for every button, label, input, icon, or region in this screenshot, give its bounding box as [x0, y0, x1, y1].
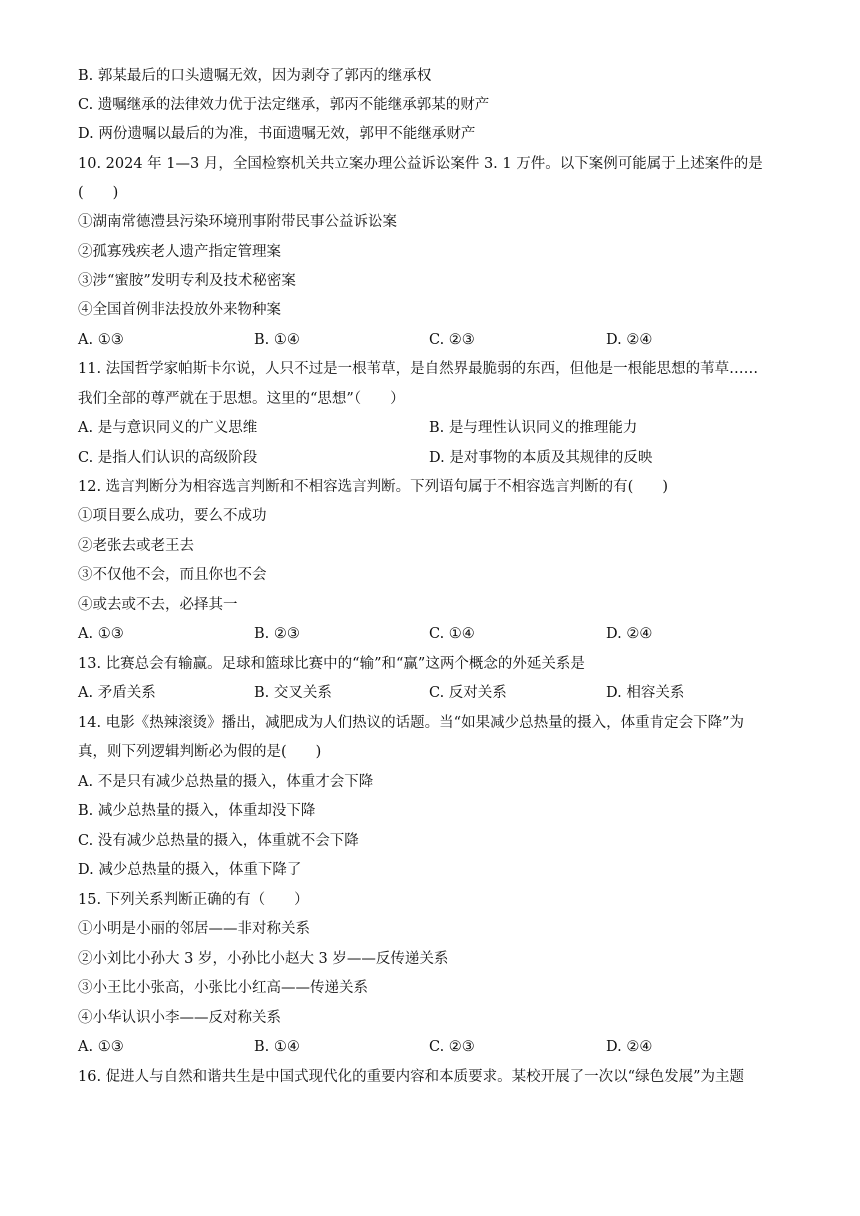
q10-stem-line-1: 10. 2024 年 1—3 月，全国检察机关共立案办理公益诉讼案件 3. 1 万件。以下案例可能属于上述案件的是 [78, 156, 763, 172]
q11-option-d: D. 是对事物的本质及其规律的反映 [429, 450, 653, 466]
q13-option-a: A. 矛盾关系 [78, 685, 156, 701]
q12-item-1: ①项目要么成功，要么不成功 [78, 508, 267, 524]
q9-option-d: D. 两份遗嘱以最后的为准，书面遗嘱无效，郭甲不能继承财产 [78, 126, 476, 142]
q15-option-c: C. ②③ [429, 1039, 475, 1055]
q12-item-4: ④或去或不去，必择其一 [78, 597, 238, 613]
q15-item-2: ②小刘比小孙大 3 岁，小孙比小赵大 3 岁——反传递关系 [78, 951, 449, 967]
q13-stem-line-1: 13. 比赛总会有输赢。足球和篮球比赛中的“输”和“赢”这两个概念的外延关系是 [78, 656, 585, 672]
q12-item-3: ③不仅他不会，而且你也不会 [78, 567, 267, 583]
q14-option-d: D. 减少总热量的摄入，体重下降了 [78, 862, 302, 878]
q15-option-d: D. ②④ [606, 1039, 653, 1055]
q12-option-c: C. ①④ [429, 626, 475, 642]
q11-stem-line-2: 我们全部的尊严就在于思想。这里的“思想”（ ） [78, 391, 405, 407]
q10-option-c: C. ②③ [429, 332, 475, 348]
q15-option-a: A. ①③ [78, 1039, 124, 1055]
q15-stem-line-1: 15. 下列关系判断正确的有（ ） [78, 892, 309, 908]
q16-stem-line-1: 16. 促进人与自然和谐共生是中国式现代化的重要内容和本质要求。某校开展了一次以“绿色发展”为主题 [78, 1069, 744, 1085]
q11-option-b: B. 是与理性认识同义的推理能力 [429, 420, 638, 436]
q14-option-a: A. 不是只有减少总热量的摄入，体重才会下降 [78, 774, 374, 790]
q12-stem-line-1: 12. 选言判断分为相容选言判断和不相容选言判断。下列语句属于不相容选言判断的有( ) [78, 479, 668, 495]
q10-option-b: B. ①④ [254, 332, 300, 348]
q11-stem-line-1: 11. 法国哲学家帕斯卡尔说，人只不过是一根苇草，是自然界最脆弱的东西，但他是一根能思想的苇草…… [78, 361, 759, 377]
q14-stem-line-2: 真，则下列逻辑判断必为假的是( ) [78, 744, 322, 760]
q10-item-3: ③涉“蜜胺”发明专利及技术秘密案 [78, 273, 296, 289]
q12-option-d: D. ②④ [606, 626, 653, 642]
q15-item-3: ③小王比小张高，小张比小红高——传递关系 [78, 980, 368, 996]
q12-item-2: ②老张去或老王去 [78, 538, 194, 554]
q10-option-d: D. ②④ [606, 332, 653, 348]
q10-option-a: A. ①③ [78, 332, 124, 348]
q14-option-b: B. 减少总热量的摄入，体重却没下降 [78, 803, 316, 819]
q15-item-1: ①小明是小丽的邻居——非对称关系 [78, 921, 310, 937]
q10-item-1: ①湖南常德澧县污染环境刑事附带民事公益诉讼案 [78, 214, 397, 230]
q14-stem-line-1: 14. 电影《热辣滚烫》播出，减肥成为人们热议的话题。当“如果减少总热量的摄入，体重肯定会下降”为 [78, 715, 744, 731]
q11-option-c: C. 是指人们认识的高级阶段 [78, 450, 258, 466]
q12-option-b: B. ②③ [254, 626, 300, 642]
q13-option-c: C. 反对关系 [429, 685, 507, 701]
q12-option-a: A. ①③ [78, 626, 124, 642]
q15-option-b: B. ①④ [254, 1039, 300, 1055]
q10-item-4: ④全国首例非法投放外来物种案 [78, 302, 281, 318]
q10-stem-line-2: ( ) [78, 185, 119, 201]
q9-option-b: B. 郭某最后的口头遗嘱无效，因为剥夺了郭丙的继承权 [78, 68, 432, 84]
q9-option-c: C. 遗嘱继承的法律效力优于法定继承，郭丙不能继承郭某的财产 [78, 97, 490, 113]
q13-option-d: D. 相容关系 [606, 685, 685, 701]
q15-item-4: ④小华认识小李——反对称关系 [78, 1010, 281, 1026]
q11-option-a: A. 是与意识同义的广义思维 [78, 420, 258, 436]
q10-item-2: ②孤寡残疾老人遗产指定管理案 [78, 244, 281, 260]
q14-option-c: C. 没有减少总热量的摄入，体重就不会下降 [78, 833, 359, 849]
q13-option-b: B. 交叉关系 [254, 685, 332, 701]
